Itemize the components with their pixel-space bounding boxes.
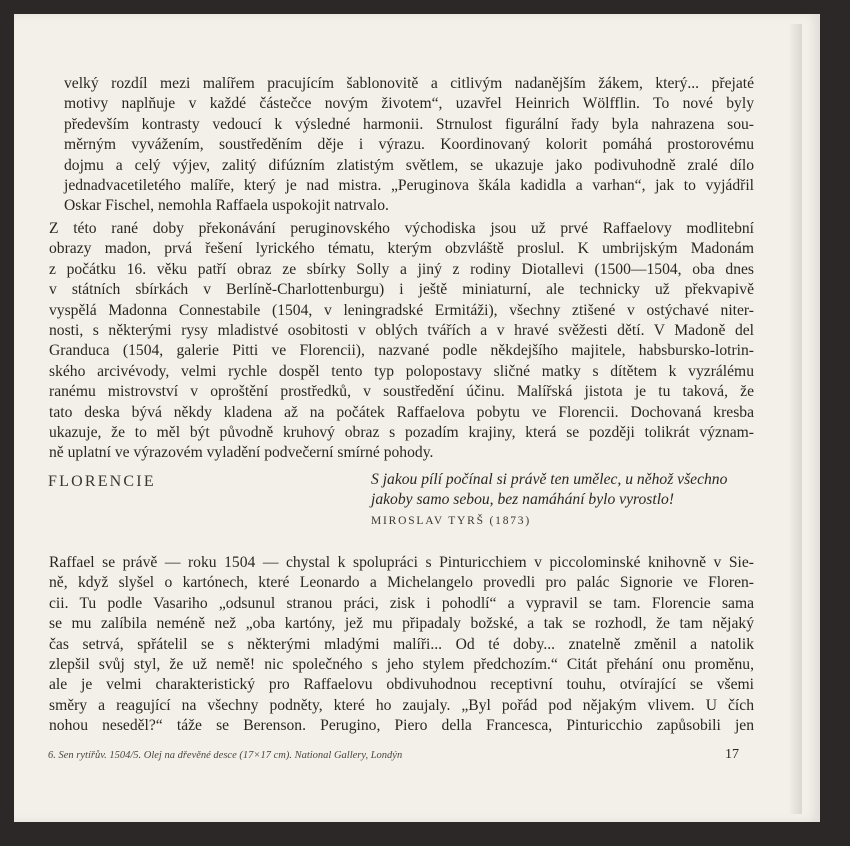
text-line: tato deska bývá někdy kladena až na počátek Raffaelova pobytu ve Florencii. Dochovaná kresba	[49, 403, 754, 421]
text-line: jednadvacetiletého malíře, který je nad mistra. „Peruginova škála kadidla a varhan“, jak to vyjádřil	[64, 177, 754, 195]
text-line: v státních sbírkách v Berlíně-Charlottenburgu) i ještě miniaturní, ale technicky už překvapivě	[49, 281, 754, 299]
epigraph-quote	[371, 470, 756, 511]
text-line: Z této rané doby překonávání peruginovského východiska jsou už prvé Raffaelovy modlitební	[49, 220, 754, 237]
quote-line: S jakou pílí počínal si právě ten umělec, u něhož všechno	[371, 471, 728, 488]
section-title: FLORENCIE	[48, 473, 156, 490]
text-line: ale je velmi charakteristický pro Raffaelovu obdivuhodnou receptivní touhu, otvírající se všemi	[49, 676, 754, 694]
text-line: vyspělá Madonna Connestabile (1504, v leningradské Ermitáži), všechny ztišené v ostýchavé niter-	[49, 301, 754, 319]
text-line: cii. Tu podle Vasariho „odsunul stranou práci, zisk i pohodlí“ a vypravil se tam. Florencie sama	[49, 594, 754, 612]
text-line: Granduca (1504, galerie Pitti ve Florencii), nazvané podle někdejšího majitele, habsbursko-lotrin-	[49, 342, 754, 360]
paragraph-3	[49, 553, 754, 737]
text-line: se mu zalíbila neméně než „oba kartóny, jež mu připadaly božské, a tak se rozhodl, že tam nějaký	[49, 615, 754, 633]
text-line: ukazuje, že to měl být původně kruhový obraz s pozadím krajiny, která se později tolikrát význam-	[49, 424, 754, 442]
page	[14, 14, 820, 822]
paragraph-1	[64, 74, 754, 217]
text-line: směry a reagující na všechny podněty, které ho zaujaly. „Byl pořád pod nějakým vlivem. U čích	[49, 696, 754, 714]
text-line: nosti, s některými rysy mladistvé osobitosti v oblých tvářích a v hravé svěžesti dětí. V Madoně del	[49, 322, 754, 340]
text-line: motivy naplňuje v každé částečce novým životem“, uzavřel Heinrich Wölfflin. To nové byly	[64, 95, 754, 113]
text-line: obrazy madon, prvá řešení lyrického tématu, kterým obzvláště proslul. K umbrijským Madonám	[49, 240, 754, 258]
text-line: nohou neseděl?“ táže se Berenson. Perugino, Piero della Francesca, Pinturicchio zapůsobili jen	[49, 717, 754, 735]
text-line: zlepšil svůj styl, že už nemě! nic společného s jeho stylem předchozím.“ Citát přehání onu proměnu,	[49, 656, 754, 674]
paragraph-2	[49, 219, 754, 464]
text-line: ně uplatní ve výrazovém vyladění podvečerní smírné pohody.	[49, 444, 434, 462]
text-line: ranému mistrovství v oproštění prostředků, v soustředění účinu. Malířská jistota je tu taková, že	[49, 383, 754, 401]
page-fold-shadow	[788, 24, 802, 814]
text-line: především kontrasty vedoucí k výsledné harmonii. Strnulost figurální řady byla nahrazena sou-	[64, 115, 754, 133]
text-line: z počátku 16. věku patří obraz ze sbírky Solly a jiný z rodiny Diotallevi (1500—1504, oba dnes	[49, 260, 754, 278]
text-line: Raffael se právě — roku 1504 — chystal k spolupráci s Pinturicchiem v piccolominské knihovně v Sie-	[49, 554, 754, 571]
text-line: ského arcivévody, velmi rychle dospěl tento typ polopostavy sličné matky s dítětem k vyzrálému	[49, 362, 754, 380]
quote-line: jakoby samo sebou, bez namáhání bylo vyrostlo!	[371, 491, 675, 509]
quote-attribution: MIROSLAV TYRŠ (1873)	[371, 515, 531, 527]
text-line: dojmu a celý výjev, zalitý difúzním zlatistým světlem, se ukazuje jako podivuhodně zralé dílo	[64, 156, 754, 174]
page-number: 17	[725, 747, 739, 762]
text-line: velký rozdíl mezi malířem pracujícím šablonovitě a citlivým nadanějším žákem, který... přejaté	[64, 75, 754, 92]
figure-caption: 6. Sen rytířův. 1504/5. Olej na dřevěné desce (17×17 cm). National Gallery, Londýn	[48, 750, 403, 761]
text-line: měrným vyvážením, soustředěním děje i výrazu. Koordinovaný kolorit pomáhá prostorovému	[64, 136, 754, 154]
text-line: Oskar Fischel, nemohla Raffaela uspokojit natrvalo.	[64, 197, 389, 215]
text-line: ně, když slyšel o kartónech, které Leonardo a Michelangelo provedli pro palác Signorie ve Floren-	[49, 574, 754, 592]
text-line: čas setrvá, spřátelil se s některými mladými malíři... Od té doby... znatelně změnil a natolik	[49, 635, 754, 653]
